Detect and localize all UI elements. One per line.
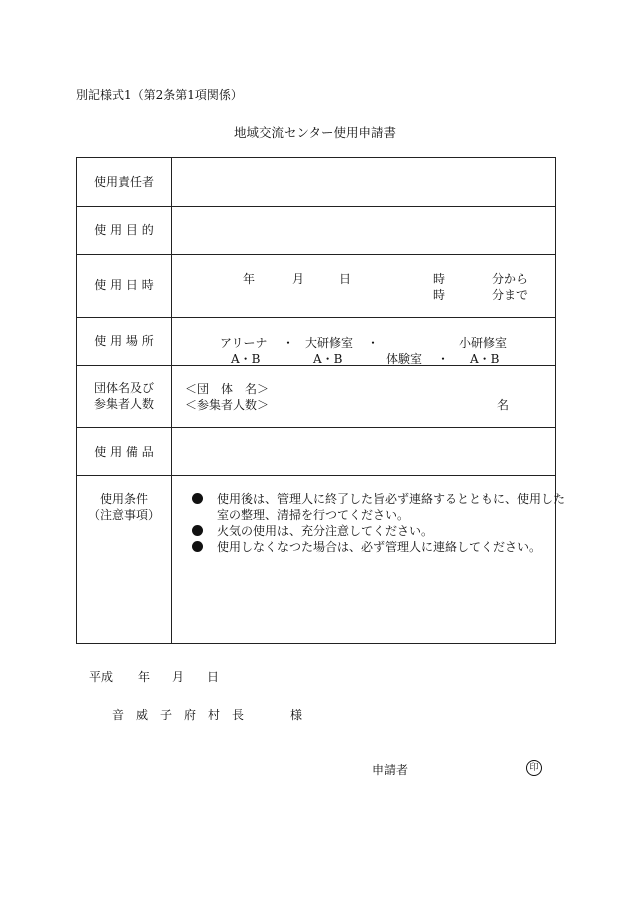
end-minute-marker: 分まで [492,288,529,302]
condition-item [192,523,433,539]
label-group-line1: 団体名及び [93,381,154,395]
bullet-icon [192,541,203,552]
field-purpose[interactable] [172,207,554,253]
form-label: 別記様式1（第2条第1項関係） [76,88,243,102]
start-minute-marker: 分から [492,272,529,286]
arena-ab[interactable]: A・B [231,352,261,366]
label-conditions-line1: 使用条件 [99,492,148,506]
label-place: 使 用 場 所 [94,334,154,348]
document-title: 地域交流センター使用申請書 [233,125,396,140]
option-large-room[interactable]: 大研修室 [305,336,354,350]
condition-text: 室の整理、清掃を行つてください。 [217,508,410,522]
condition-item [192,491,565,507]
bullet-icon [192,493,203,504]
label-equipment: 使 用 備 品 [94,445,154,459]
condition-text: 使用後は、管理人に終了した旨必ず連絡するとともに、使用した [217,492,566,506]
seal-icon: 印 [526,760,542,776]
small-room-ab[interactable]: A・B [470,352,500,366]
applicant-label: 申請者 [372,763,409,777]
month-marker: 月 [292,272,305,286]
option-small-room[interactable]: 小研修室 [459,336,508,350]
label-datetime: 使 用 日 時 [94,278,154,292]
condition-item-continued [217,507,409,523]
day-marker: 日 [339,272,352,286]
end-hour-marker: 時 [433,288,446,302]
condition-text: 火気の使用は、充分注意してください。 [217,524,434,538]
option-experience-room[interactable]: 体験室 [386,352,423,366]
conditions-list [172,476,566,643]
separator-dot: ・ [437,352,450,366]
year-marker: 年 [243,272,256,286]
row-divider [77,254,555,255]
condition-item [192,539,541,555]
row-divider [77,317,555,318]
field-equipment[interactable] [172,428,554,474]
honorific: 様 [290,708,303,722]
label-responsible-person: 使用責任者 [93,175,154,189]
option-arena[interactable]: アリーナ [220,336,268,350]
date-era: 平成 [89,670,114,684]
date-day: 日 [207,670,220,684]
separator-dot: ・ [282,336,295,350]
label-group-line2: 参集者人数 [93,397,154,411]
large-room-ab[interactable]: A・B [313,352,343,366]
bullet-icon [192,525,203,536]
start-hour-marker: 時 [433,272,446,286]
group-name-field[interactable]: ＜団 体 名＞ [185,382,270,396]
field-responsible-person[interactable] [172,159,554,205]
label-purpose: 使 用 目 的 [94,223,154,237]
label-conditions-line2: （注意事項） [87,508,160,522]
addressee: 音 威 子 府 村 長 [112,708,245,722]
condition-text: 使用しなくなつた場合は、必ず管理人に連絡してください。 [217,540,542,554]
attendee-count-field[interactable]: ＜参集者人数＞ [185,398,270,412]
application-form-table [76,157,566,644]
separator-dot: ・ [367,336,380,350]
date-month: 月 [172,670,185,684]
date-year: 年 [138,670,151,684]
attendee-unit: 名 [497,398,510,412]
